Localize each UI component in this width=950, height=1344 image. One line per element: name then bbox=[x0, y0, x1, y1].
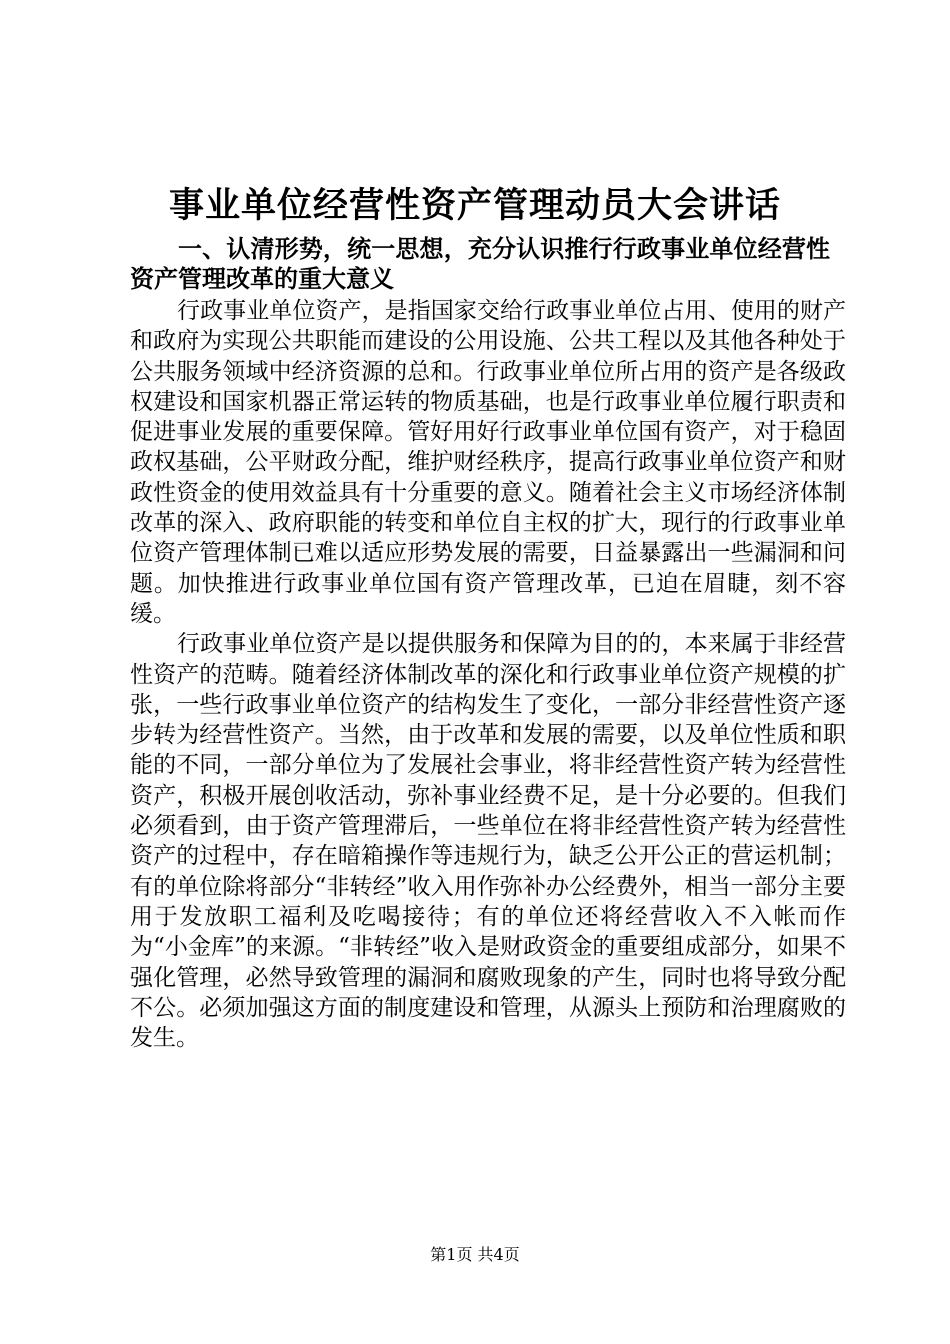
document-body bbox=[130, 296, 846, 1053]
section-heading: 一、认清形势，统一思想，充分认识推行行政事业单位经营性资产管理改革的重大意义 bbox=[130, 235, 830, 293]
body-paragraph: 行政事业单位资产是以提供服务和保障为目的的，本来属于非经营性资产的范畴。随着经济体制改革的深化和行政事业单位资产规模的扩张，一些行政事业单位资产的结构发生了变化，一部分非经营性资产逐步转为经营性资产。当然，由于改革和发展的需要，以及单位性质和职能的不同，一部分单位为了发展社会事业，将非经营性资产转为经营性资产，积极开展创收活动，弥补事业经费不足，是十分必要的。但我们必须看到，由于资产管理滞后，一些单位在将非经营性资产转为经营性资产的过程中，存在暗箱操作等违规行为，缺乏公开公正的营运机制；有的单位除将部分“非转经”收入用作弥补办公经费外，相当一部分主要用于发放职工福利及吃喝接待；有的单位还将经营收入不入帐而作为“小金库”的来源。“非转经”收入是财政资金的重要组成部分，如果不强化管理，必然导致管理的漏洞和腐败现象的产生，同时也将导致分配不公。必须加强这方面的制度建设和管理，从源头上预防和治理腐败的发生。 bbox=[130, 631, 846, 1052]
document-title: 事业单位经营性资产管理动员大会讲话 bbox=[168, 186, 781, 226]
page-footer: 第1页 共4页 bbox=[430, 1245, 520, 1264]
body-paragraph: 行政事业单位资产，是指国家交给行政事业单位占用、使用的财产和政府为实现公共职能而建设的公用设施、公共工程以及其他各种处于公共服务领域中经济资源的总和。行政事业单位所占用的资产是各级政权建设和国家机器正常运转的物质基础，也是行政事业单位履行职责和促进事业发展的重要保障。管好用好行政事业单位国有资产，对于稳固政权基础，公平财政分配，维护财经秩序，提高行政事业单位资产和财政性资金的使用效益具有十分重要的意义。随着社会主义市场经济体制改革的深入、政府职能的转变和单位自主权的扩大，现行的行政事业单位资产管理体制已难以适应形势发展的需要，日益暴露出一些漏洞和问题。加快推进行政事业单位国有资产管理改革，已迫在眉睫，刻不容缓。 bbox=[130, 298, 846, 627]
